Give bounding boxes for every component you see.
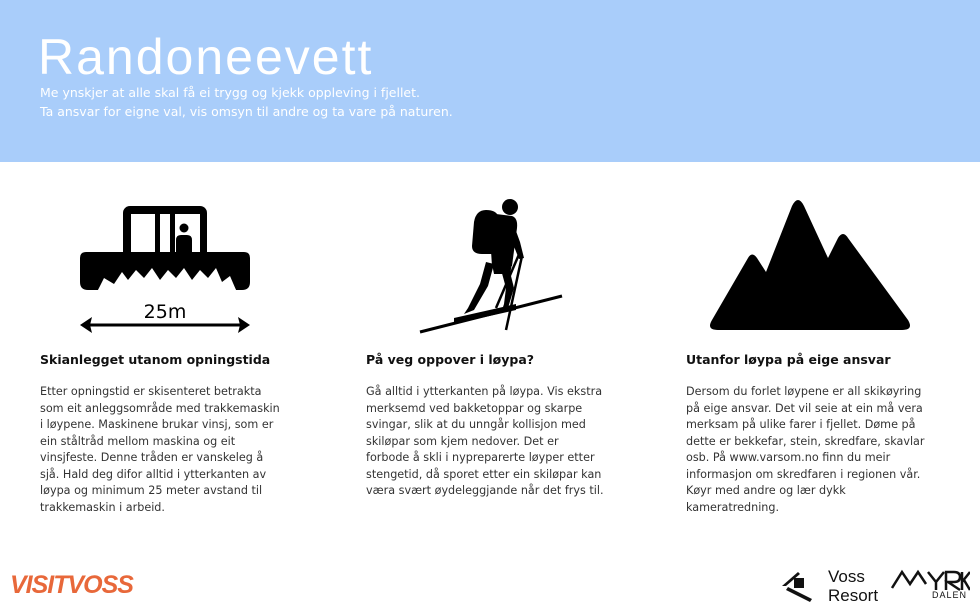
body-line: informasjon om skredfaren i regionen vår. bbox=[686, 467, 921, 481]
column-body-snowcat bbox=[40, 384, 280, 516]
column-body-mountain bbox=[686, 384, 925, 516]
body-line: sjå. Hald deg difor alltid i ytterkanten av bbox=[40, 467, 267, 481]
hero-subtitle-line1: Me ynskjer at alle skal få ei trygg og kjekk oppleving i fjellet. bbox=[40, 85, 420, 100]
myrkdalen-logo-sub: DALEN bbox=[932, 590, 968, 600]
body-line: løypa og minimum 25 meter avstand til bbox=[40, 484, 263, 497]
body-line: merksemd ved bakketoppar og skarpe bbox=[366, 401, 583, 415]
visitvoss-logo: VISITVOSS bbox=[10, 571, 133, 599]
column-body-skier bbox=[366, 384, 604, 500]
body-line: merksam på ulike farer i fjellet. Døme på bbox=[686, 418, 916, 431]
skier-icon bbox=[416, 196, 566, 338]
body-line: skiløpar som kjem nedover. Det er bbox=[366, 434, 559, 448]
body-line: Dersom du forlet løypene er all skikøyring bbox=[686, 385, 922, 398]
body-line: kameratredning. bbox=[686, 500, 780, 514]
hero-subtitle-line2: Ta ansvar for eigne val, vis omsyn til andre og ta vare på naturen. bbox=[40, 104, 453, 119]
body-line: dette er bekkefar, stein, skredfare, skavlar bbox=[686, 434, 925, 448]
body-line: væra svært øydeleggjande når det frys til. bbox=[366, 484, 604, 497]
voss-logo-line1: Voss bbox=[828, 567, 865, 586]
column-title-snowcat: Skianlegget utanom opningstida bbox=[40, 352, 271, 367]
column-title-skier: På veg oppover i løypa? bbox=[366, 352, 535, 367]
voss-logo-line2: Resort bbox=[828, 586, 879, 605]
column-title-mountain: Utanfor løypa på eige ansvar bbox=[686, 352, 891, 367]
body-line: stengetid, då sporet etter ein skiløpar kan bbox=[366, 467, 602, 481]
distance-label: 25m bbox=[143, 301, 187, 323]
body-line: som eit anleggsområde med trakkemaskin bbox=[40, 401, 280, 415]
body-line: Gå alltid i ytterkanten på løypa. Vis ekstra bbox=[366, 385, 603, 398]
body-line: i løypene. Maskinene brukar vinsj, som er bbox=[40, 418, 274, 431]
mountain-icon bbox=[704, 196, 916, 334]
body-line: trakkemaskin i arbeid. bbox=[40, 500, 165, 514]
snowcat-icon bbox=[76, 204, 254, 336]
body-line: Etter opningstid er skisenteret betrakta bbox=[40, 385, 262, 398]
body-line: osb. På www.varsom.no finn du meir bbox=[686, 451, 891, 464]
body-line: Køyr med andre og lær dykk bbox=[686, 484, 846, 497]
body-line: ein ståltråd mellom maskina og eit bbox=[40, 434, 236, 448]
page-title: Randoneevett bbox=[38, 29, 374, 85]
body-line: forbode å skli i nypreparerte løyper etter bbox=[366, 451, 595, 464]
myrkdalen-logo-icon bbox=[890, 566, 970, 606]
body-line: vinsjfeste. Denne tråden er vanskeleg å bbox=[40, 451, 264, 464]
hero-banner bbox=[0, 0, 980, 162]
body-line: svingar, slik at du unngår kollisjon med bbox=[366, 418, 586, 431]
body-line: på eige ansvar. Det vil seie at ein må vera bbox=[686, 401, 923, 415]
